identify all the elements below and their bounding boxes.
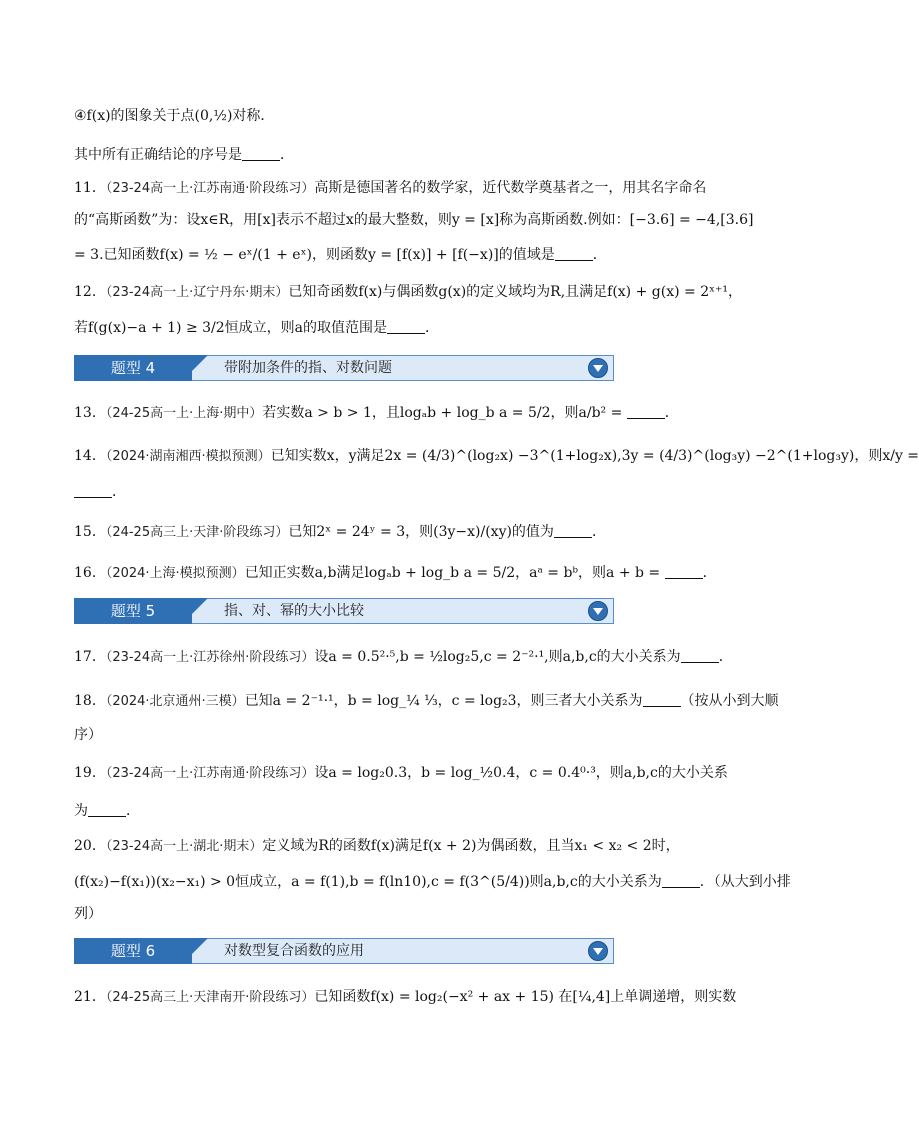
question-text: 已知函数f(x) = log₂(−x² + ax + 15) 在[¼,4]上单调递增，则实数 [314,989,737,1005]
question-text: (f(x₂)−f(x₁))(x₂−x₁) > 0恒成立，a = f(1),b = f(ln10),c = f(3^(5/4))则a,b,c的大小关系为 [74,874,662,890]
question-text: 的“高斯函数”为：设x∈R，用[x]表示不超过x的最大整数，则y = [x]称为高斯函数.例如：[−3.6] = −4,[3.6] [74,212,754,228]
period: ． [664,405,679,421]
period: ． [112,484,126,500]
question-source: （23-24高一上·江苏徐州·阶段练习） [105,650,315,665]
question-20-line-2 [74,872,791,892]
question-source: （24-25高一上·上海·期中） [105,406,263,421]
period: ． [280,147,294,163]
question-source: （24-25高三上·天津南开·阶段练习） [105,990,315,1005]
banner-slant [182,355,208,381]
banner-title: 带附加条件的指、对数问题 [224,360,392,376]
question-11-line-3 [74,245,736,265]
question-text: 设a = 0.5²·⁵,b = ½log₂5,c = 2⁻²·¹,则a,b,c的大小关系为 [314,649,681,665]
period: ． [126,803,140,819]
question-source: （24-25高三上·天津·阶段练习） [105,525,289,540]
question-text: 已知2ˣ = 24ʸ = 3，则(3y−x)/(xy)的值为 [288,524,554,540]
banner-tag: 题型 4 [74,355,192,381]
question-text: = 3.已知函数f(x) = ½ − eˣ/(1 + eˣ)，则函数y = [f(x)] + [f(−x)]的值域是 [74,247,555,263]
question-text: 已知正实数a,b满足logₐb + log_b a = 5/2，aᵃ = bᵇ，则a + b = [244,565,665,581]
banner-title: 对数型复合函数的应用 [224,943,364,959]
answer-blank[interactable] [74,483,112,498]
question-number: 17． [74,649,106,665]
question-text: 若f(g(x)−a + 1) ≥ 3/2恒成立，则a的取值范围是 [74,320,388,336]
question-text: 定义域为R的函数f(x)满足f(x + 2)为偶函数，且当x₁ < x₂ < 2时， [262,838,680,854]
section-banner-type-6 [74,938,614,964]
question-16 [74,563,736,584]
question-source: （23-24高一上·辽宁丹东·期末） [105,285,289,300]
question-11-line-1 [74,178,736,199]
question-14-line-1 [74,446,919,467]
answer-blank[interactable] [88,802,126,817]
question-number: 14． [74,448,106,464]
question-21-line-1 [74,987,736,1008]
question-18-line-1 [74,691,779,712]
question-number: 16． [74,565,106,581]
question-text: 已知实数x，y满足2x = (4/3)^(log₂x) −3^(1+log₂x),3y = (4/3)^(log₃y) −2^(1+log₃y)，则x/y = [270,448,919,464]
answer-blank[interactable] [554,523,592,538]
period: ． [425,320,440,336]
answer-blank[interactable] [387,319,425,334]
period: ． [592,247,607,263]
question-source: （2024·北京通州·三模） [105,694,245,709]
question-text: ．（从大到小排 [699,874,791,890]
question-source: （2024·湖南湘西·模拟预测） [105,449,271,464]
question-text: 若实数a > b > 1，且logₐb + log_b a = 5/2，则a/b² = [262,405,627,421]
period: ． [591,524,606,540]
prompt-correct-conclusions [74,145,736,165]
answer-blank[interactable] [665,564,703,579]
period: ． [718,649,733,665]
question-19-line-2 [74,801,736,821]
question-20-line-1 [74,836,736,857]
question-text: 已知奇函数f(x)与偶函数g(x)的定义域均为R,且满足f(x) + g(x) = 2ˣ⁺¹， [288,284,743,300]
question-text: 已知a = 2⁻¹·¹，b = log_¼ ⅓，c = log₂3，则三者大小关系为 [244,693,643,709]
question-14-line-2 [74,482,736,502]
answer-blank[interactable] [643,692,681,707]
chevron-down-icon[interactable] [588,358,608,378]
question-18-line-2 [74,725,736,745]
banner-slant [182,938,208,964]
statement-text: ④f(x)的图象关于点(0,½)对称． [74,108,275,124]
question-number: 18． [74,693,106,709]
question-number: 19． [74,765,106,781]
question-number: 12． [74,284,106,300]
question-11-line-2 [74,210,754,230]
period: ． [702,565,717,581]
question-number: 20． [74,838,106,854]
answer-blank[interactable] [242,146,280,161]
answer-blank[interactable] [681,648,719,663]
banner-tag: 题型 6 [74,938,192,964]
answer-blank[interactable] [627,404,665,419]
question-source: （2024·上海·模拟预测） [105,566,245,581]
answer-blank[interactable] [555,246,593,261]
statement-4 [74,106,736,126]
question-number: 11． [74,180,106,196]
prompt-text: 其中所有正确结论的序号是 [74,147,242,163]
answer-blank[interactable] [662,873,700,888]
question-text: （按从小到大顺 [680,693,779,709]
question-19-line-1 [74,763,736,784]
question-20-line-3 [74,904,736,924]
question-text: 高斯是德国著名的数学家，近代数学奠基者之一，用其名字命名 [314,180,707,196]
question-number: 21． [74,989,106,1005]
banner-slant [182,598,208,624]
question-number: 13． [74,405,106,421]
section-banner-type-4 [74,355,614,381]
question-text: 设a = log₂0.3，b = log_½0.4，c = 0.4⁰·³，则a,b,c的大小关系 [314,765,728,781]
question-12-line-2 [74,318,736,338]
chevron-down-icon[interactable] [588,601,608,621]
question-text: 序） [74,727,102,743]
banner-tag: 题型 5 [74,598,192,624]
question-12-line-1 [74,282,743,303]
question-text: 为 [74,803,88,819]
banner-title: 指、对、幂的大小比较 [224,603,364,619]
chevron-down-icon[interactable] [588,941,608,961]
question-text: 列） [74,906,102,922]
question-17 [74,647,736,668]
question-number: 15． [74,524,106,540]
question-source: （23-24高一上·江苏南通·阶段练习） [105,766,315,781]
question-13 [74,403,736,424]
question-source: （23-24高一上·江苏南通·阶段练习） [105,181,315,196]
section-banner-type-5 [74,598,614,624]
question-15 [74,522,736,543]
question-source: （23-24高一上·湖北·期末） [105,839,263,854]
